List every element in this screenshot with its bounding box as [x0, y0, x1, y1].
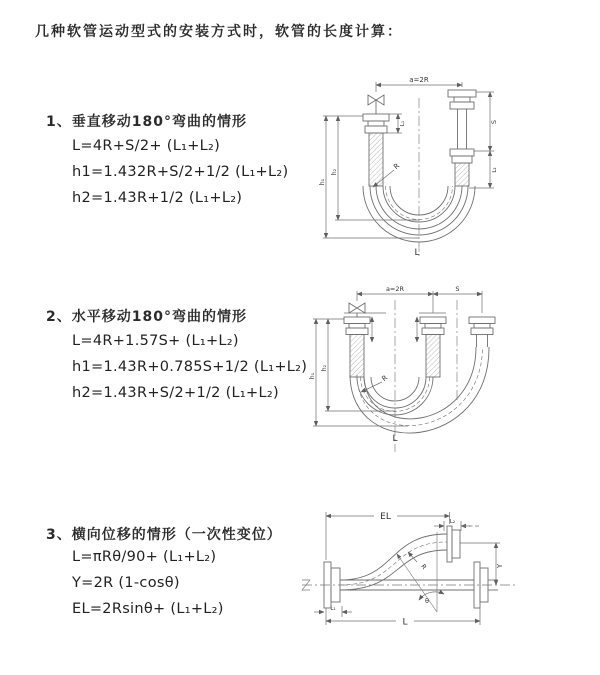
section-3-formula-Y: Y=2R (1-cosθ) [72, 575, 180, 591]
dim-label-EL: EL [380, 512, 391, 522]
section-1-formula-L: L=4R+S/2+ (L₁+L₂) [72, 138, 221, 154]
dim-label-a2r: a=2R [409, 76, 429, 84]
braided-hose-section [426, 335, 440, 378]
diagram-vertical-180-bend [316, 70, 596, 262]
left-pipe-assembly [363, 114, 389, 186]
radius-leader [361, 374, 389, 392]
page-title: 几种软管运动型式的安装方式时，软管的长度计算： [35, 24, 403, 40]
hose-displaced [340, 534, 447, 590]
dim-EL [326, 512, 450, 560]
dim-label-R: R [392, 161, 402, 172]
dim-L2 [469, 151, 498, 188]
right-pipe-assembly [469, 317, 495, 347]
left-pipe-assembly [344, 317, 370, 377]
dim-label-R: R [380, 373, 390, 384]
dim-S [474, 92, 498, 151]
dim-label-Y: Y [496, 563, 504, 569]
dim-label-L1: L₁ [330, 606, 336, 612]
dim-Y [460, 543, 504, 585]
section-3-formula-L: L=πRθ/90+ (L₁+L₂) [72, 549, 217, 565]
dim-L1 [314, 606, 352, 617]
section-2-formula-h1: h1=1.43R+0.785S+1/2 (L₁+L₂) [72, 359, 308, 375]
dim-label-h1: h₁ [319, 178, 326, 186]
valve-icon [349, 303, 365, 317]
section-1-formula-h1: h1=1.432R+S/2+1/2 (L₁+L₂) [72, 164, 289, 180]
braided-hose-section [369, 133, 383, 186]
dim-label-L: L [392, 434, 398, 444]
dim-label-h2: h₂ [331, 168, 338, 176]
dim-label-h1: h₁ [309, 372, 316, 380]
right-pipe-assembly [448, 90, 476, 186]
dim-label-L1: L₁ [400, 120, 406, 127]
section-3-formula-EL: EL=2Rsinθ+ (L₁+L₂) [72, 601, 224, 617]
valve-icon [368, 95, 384, 114]
dim-label-a2r: a=2R [385, 285, 405, 293]
middle-pipe-assembly [420, 317, 446, 377]
dim-label-R: R [419, 562, 429, 572]
dim-label-S: S [455, 285, 460, 293]
section-1-heading: 1、垂直移动180°弯曲的情形 [46, 114, 247, 130]
dim-label-h2: h₂ [321, 364, 328, 372]
section-2-formula-L: L=4R+1.57S+ (L₁+L₂) [72, 333, 239, 349]
dim-label-L: L [402, 617, 408, 628]
dim-label-theta: θ [425, 597, 429, 605]
section-2-heading: 2、水平移动180°弯曲的情形 [46, 309, 247, 325]
dim-L2 [434, 519, 479, 531]
dim-L1 [387, 114, 406, 133]
section-2-formula-h2: h2=1.43R+S/2+1/2 (L₁+L₂) [72, 385, 279, 401]
section-1-formula-h2: h2=1.43R+1/2 (L₁+L₂) [72, 190, 243, 206]
section-3-heading: 3、横向位移的情形（一次性变位） [46, 527, 282, 543]
dim-label-L2: L₂ [449, 519, 456, 525]
diagram-lateral-displacement [298, 500, 600, 648]
dim-label-L: L [414, 248, 420, 258]
top-flange [447, 526, 460, 562]
hose-moved-position [350, 347, 489, 433]
braided-hose-section [455, 163, 469, 186]
diagram-1-svg [316, 70, 596, 262]
angle-construction [397, 532, 444, 612]
dim-label-L2: L₂ [492, 167, 498, 173]
braided-hose-section [350, 335, 364, 378]
radius-leader [408, 552, 428, 571]
diagram-horizontal-180-bend [308, 280, 600, 458]
dim-label-S: S [490, 119, 498, 125]
diagram-2-svg [308, 280, 600, 458]
dim-S [433, 285, 482, 294]
dim-a2r [357, 285, 482, 313]
dim-L [326, 608, 480, 628]
diagram-3-svg [298, 500, 600, 648]
